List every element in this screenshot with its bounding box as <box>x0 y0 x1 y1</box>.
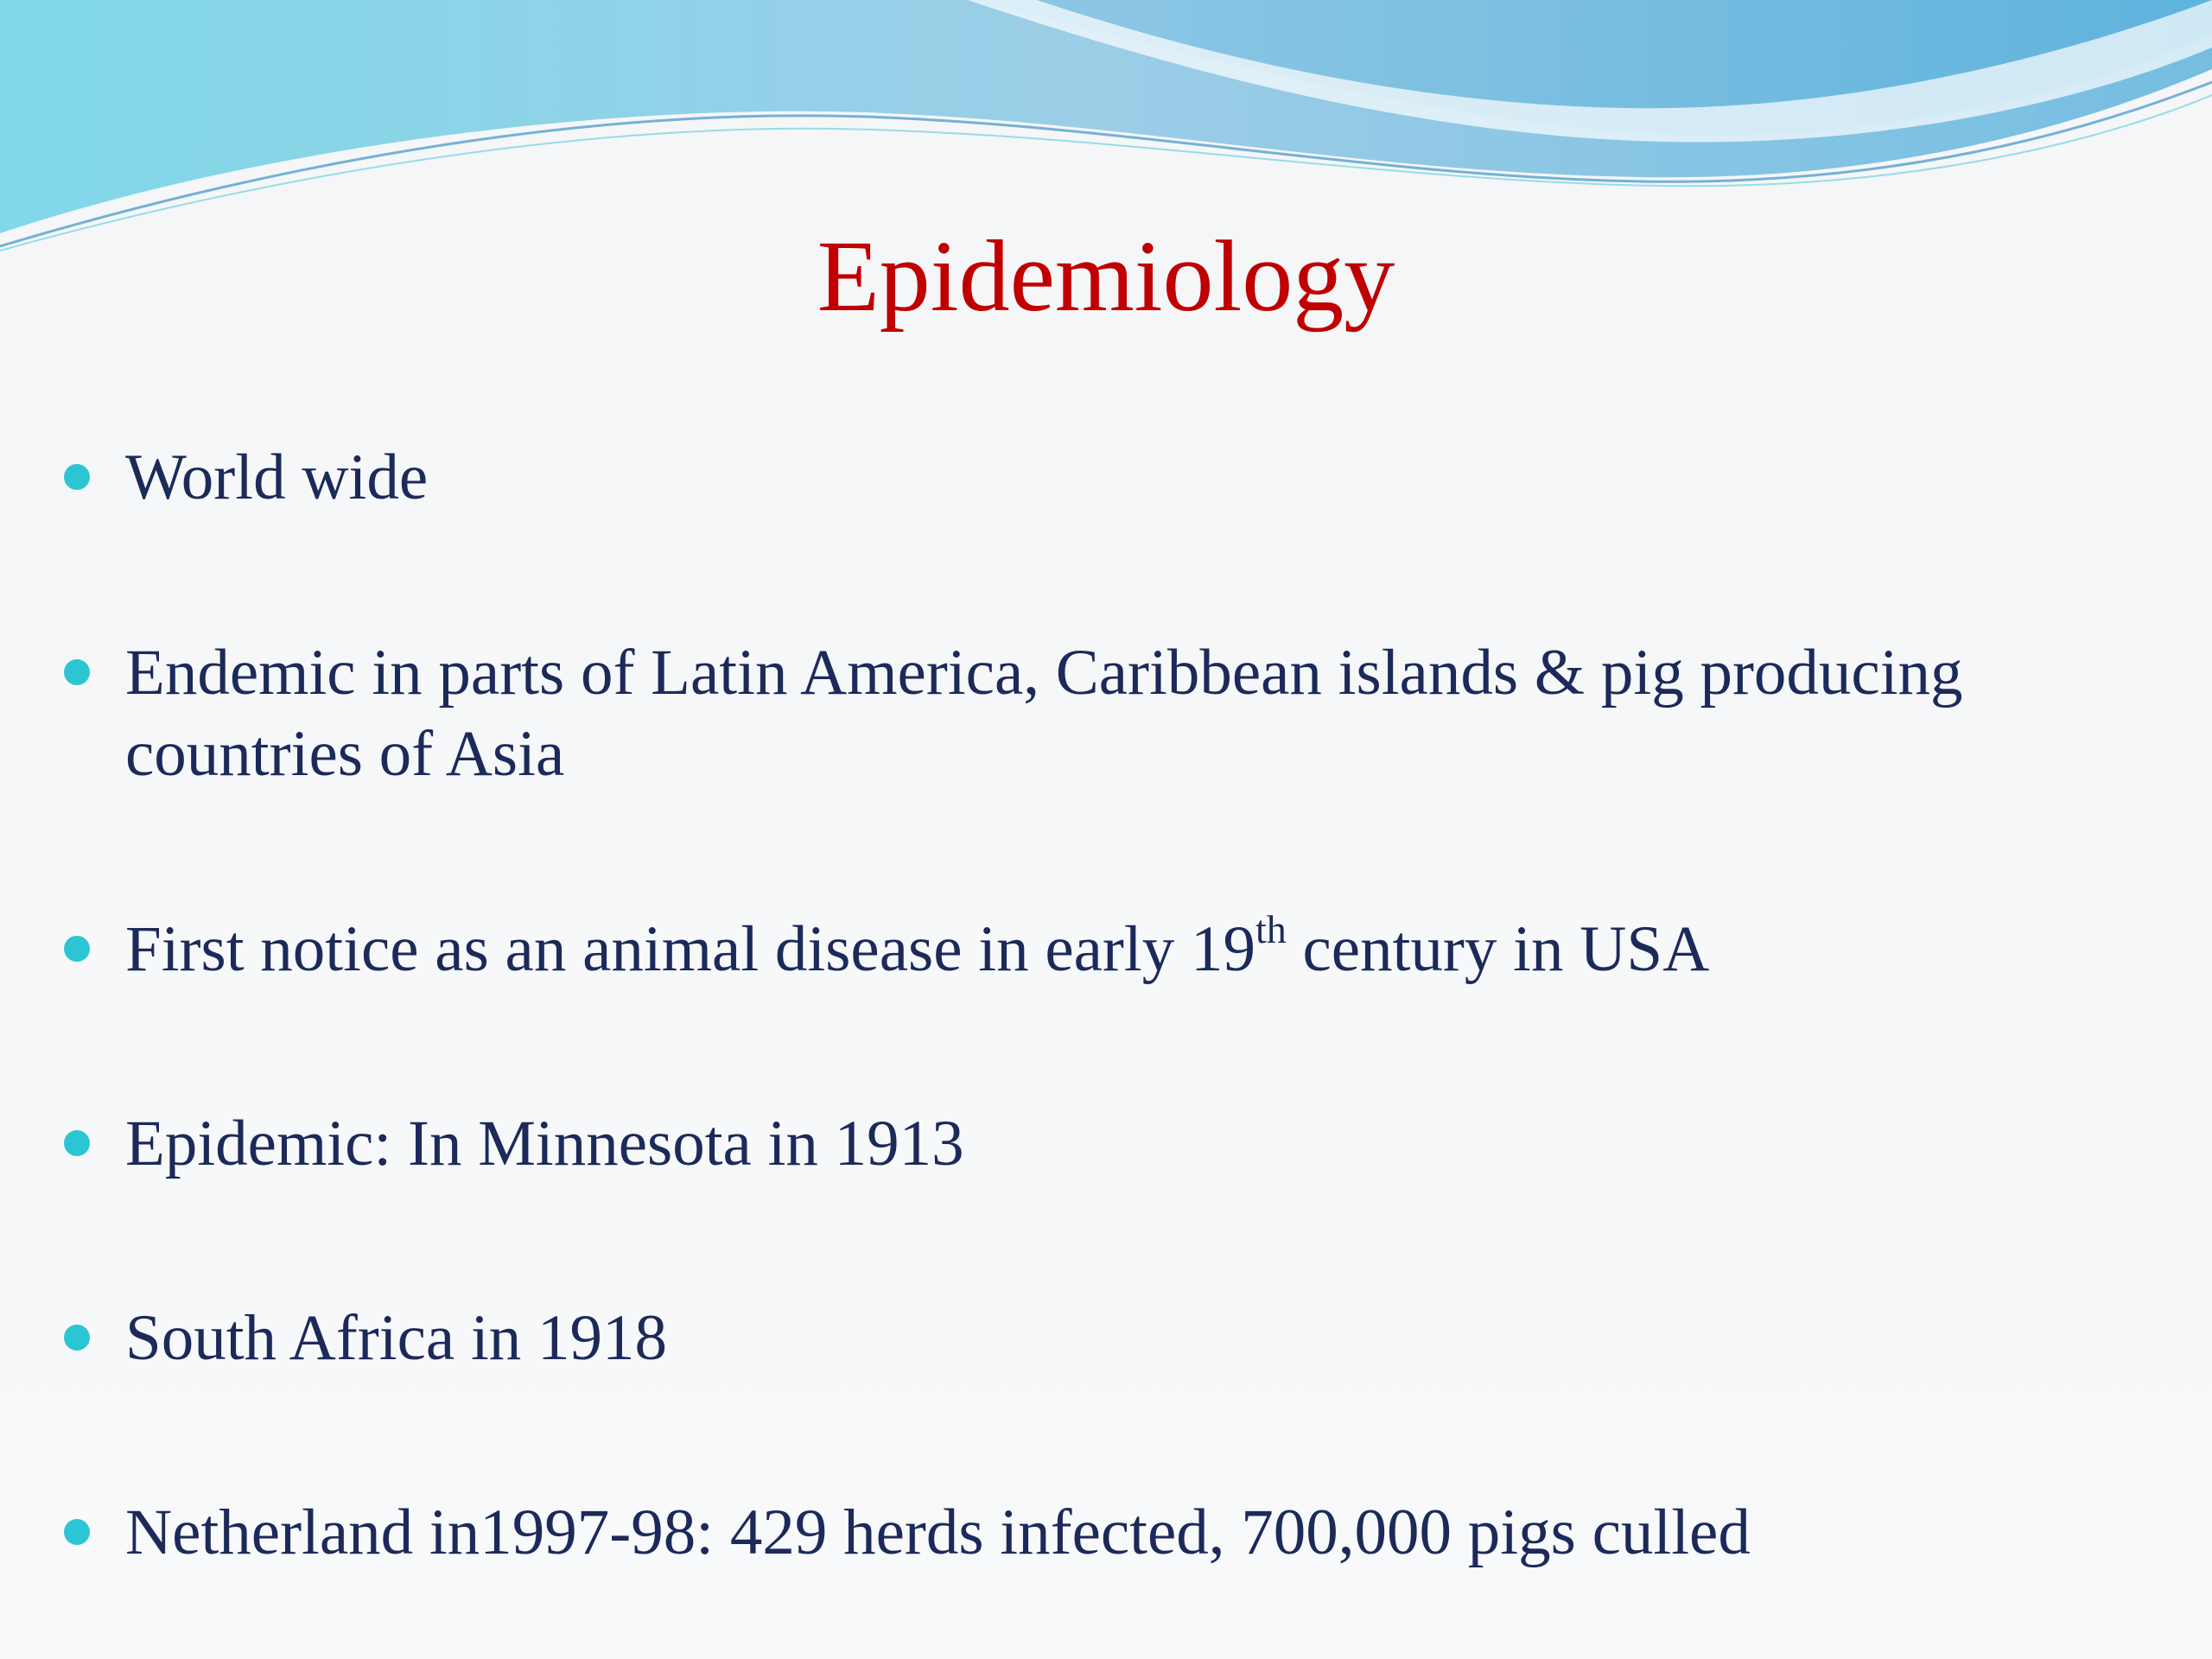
bullet-dot-icon <box>64 464 90 490</box>
bullet-dot-icon <box>64 659 90 685</box>
bullet-dot-icon <box>64 1519 90 1545</box>
slide-title: Epidemiology <box>817 219 1395 333</box>
bullet-text: World wide <box>125 442 429 513</box>
bullet-text: Endemic in parts of Latin America, Caribbean islands & pig producing countries of Asia <box>125 637 1963 790</box>
bullet-text: Epidemic: In Minnesota in 1913 <box>125 1108 964 1179</box>
bullet-text: South Africa in 1918 <box>125 1302 668 1374</box>
bullet-dot-icon <box>64 936 90 962</box>
bullet-dot-icon <box>64 1130 90 1156</box>
bullet-text: Netherland in1997-98: 429 herds infected, 700,000 pigs culled <box>125 1497 1751 1568</box>
bullet-text: First notice as an animal disease in early 19th century in USA <box>125 907 1710 985</box>
bullet-dot-icon <box>64 1325 90 1351</box>
